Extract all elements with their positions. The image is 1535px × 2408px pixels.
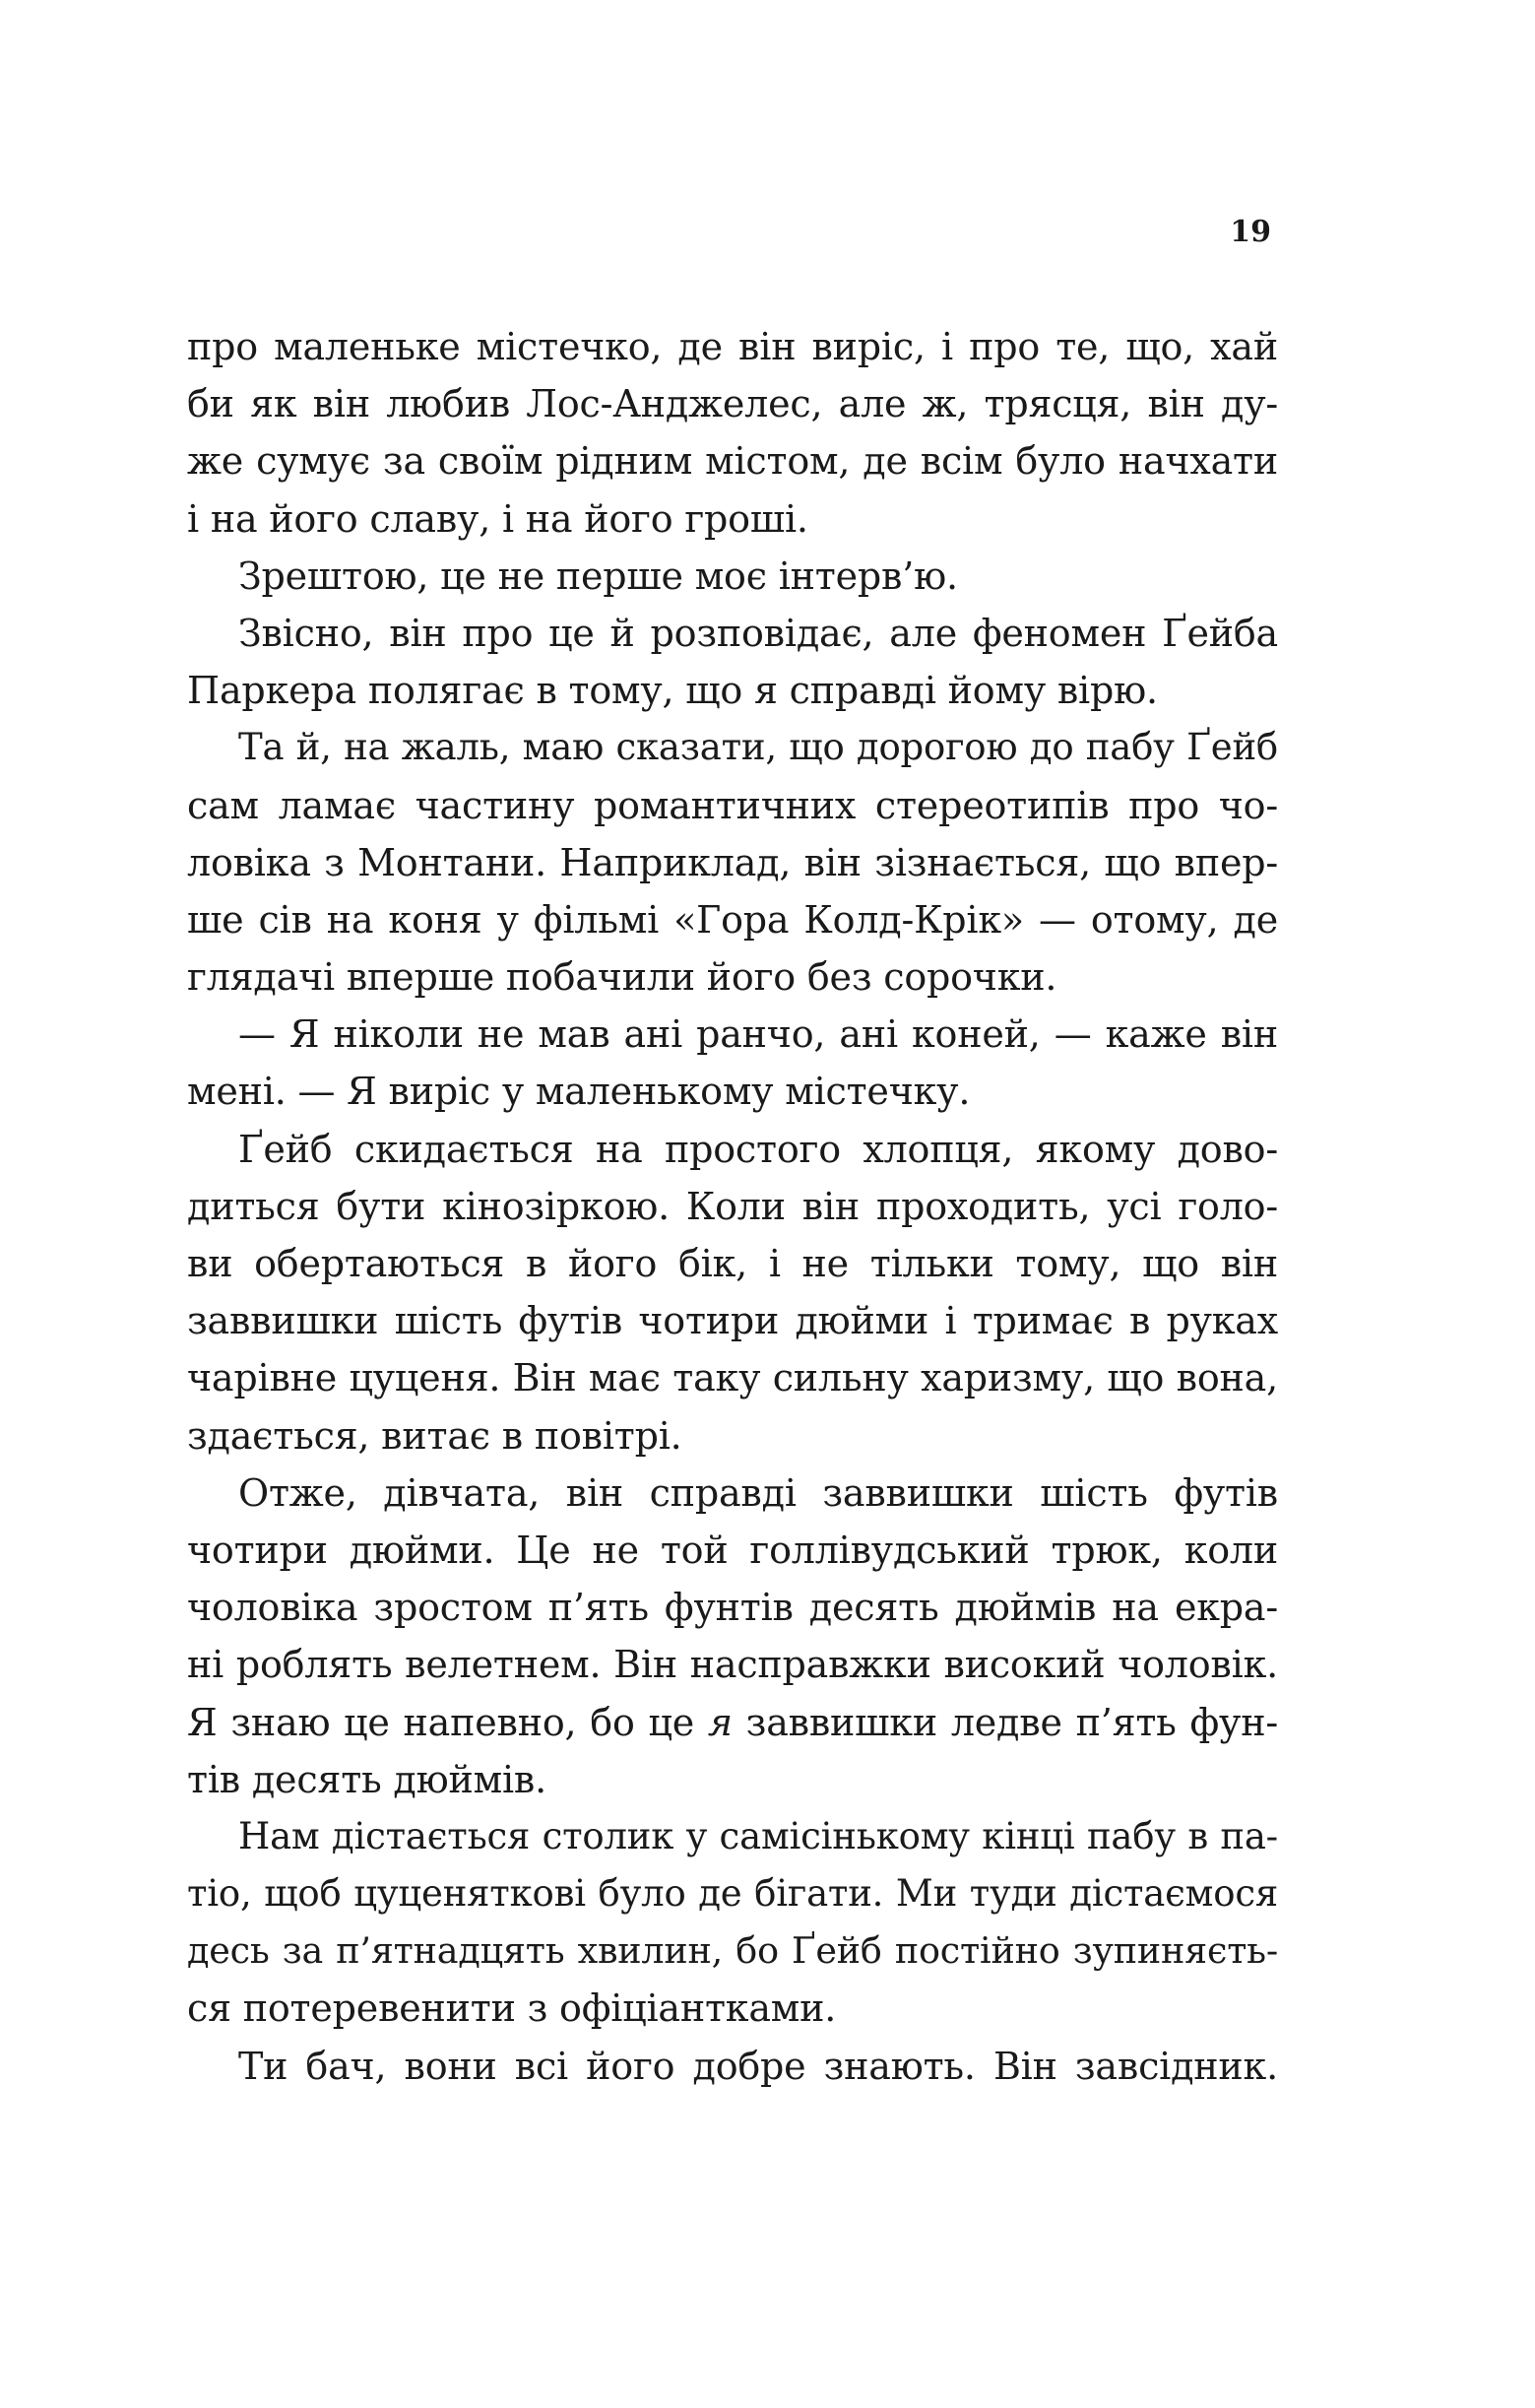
text-line: глядачі вперше побачили його без сорочки. bbox=[187, 955, 1057, 1000]
text-line: би як він любив Лос-Анджелес, але ж, трясця, він ду- bbox=[187, 382, 1278, 426]
text-line: Отже, дівчата, він справді заввишки шість футів bbox=[238, 1470, 1278, 1515]
text-line: ловіка з Монтани. Наприклад, він зізнається, що впер- bbox=[187, 840, 1278, 884]
text-line: Зрештою, це не перше моє інтерв’ю. bbox=[238, 553, 958, 598]
text-line: тіо, щоб цуценяткові було де бігати. Ми туди дістаємося bbox=[187, 1872, 1278, 1916]
text-line: ше сів на коня у фільмі «Гора Колд-Крік» — отому, де bbox=[187, 897, 1278, 942]
text-line: ні роблять велетнем. Він насправжки високий чоловік. bbox=[187, 1643, 1278, 1687]
page-number: 19 bbox=[1230, 215, 1271, 249]
text-line: Ґейб скидається на простого хлопця, якому дово- bbox=[238, 1127, 1278, 1171]
text-line: Звісно, він про це й розповідає, але феномен Ґейба bbox=[238, 611, 1278, 655]
text-line: про маленьке містечко, де він виріс, і про те, що, хай bbox=[187, 325, 1278, 368]
text-line: чарівне цуценя. Він має таку сильну харизму, що вона, bbox=[187, 1356, 1278, 1400]
text-line: чоловіка зростом п’ять фунтів десять дюймів на екра- bbox=[187, 1586, 1278, 1630]
text-line: же сумує за своїм рідним містом, де всім було начхати bbox=[187, 439, 1278, 484]
text-line: — Я ніколи не мав ані ранчо, ані коней, — каже він bbox=[238, 1012, 1278, 1057]
body-text bbox=[187, 318, 1278, 2095]
text-line: заввишки шість футів чотири дюйми і тримає в руках bbox=[187, 1299, 1278, 1343]
text-line: Та й, на жаль, маю сказати, що дорогою до пабу Ґейб bbox=[238, 726, 1278, 769]
text-line: здається, витає в повітрі. bbox=[187, 1413, 682, 1458]
emphasis: я bbox=[707, 1700, 733, 1744]
text-line: мені. — Я виріс у маленькому містечку. bbox=[187, 1070, 971, 1114]
text-line: Ти бач, вони всі його добре знають. Він завсідник. bbox=[238, 2044, 1278, 2088]
text-line: ви обертаються в його бік, і не тільки тому, що він bbox=[187, 1242, 1278, 1285]
text-line: і на його славу, і на його гроші. bbox=[187, 496, 808, 541]
text-line: Паркера полягає в тому, що я справді йому вірю. bbox=[187, 669, 1158, 713]
text-line: Я знаю це напевно, бо це я заввишки ледве п’ять фун- bbox=[187, 1700, 1278, 1744]
text-line: диться бути кінозіркою. Коли він проходить, усі голо- bbox=[187, 1184, 1278, 1228]
text-line: ся потеревенити з офіціантками. bbox=[187, 1986, 837, 2031]
text-line: десь за п’ятнадцять хвилин, бо Ґейб постійно зупиняєть- bbox=[187, 1929, 1278, 1973]
text-line: чотири дюйми. Це не той голлівудський трюк, коли bbox=[187, 1528, 1278, 1572]
text-line: Нам дістається столик у самісінькому кінці пабу в па- bbox=[238, 1814, 1278, 1857]
text-line: тів десять дюймів. bbox=[187, 1757, 546, 1801]
text-line: сам ламає частину романтичних стереотипів про чо- bbox=[187, 783, 1278, 827]
